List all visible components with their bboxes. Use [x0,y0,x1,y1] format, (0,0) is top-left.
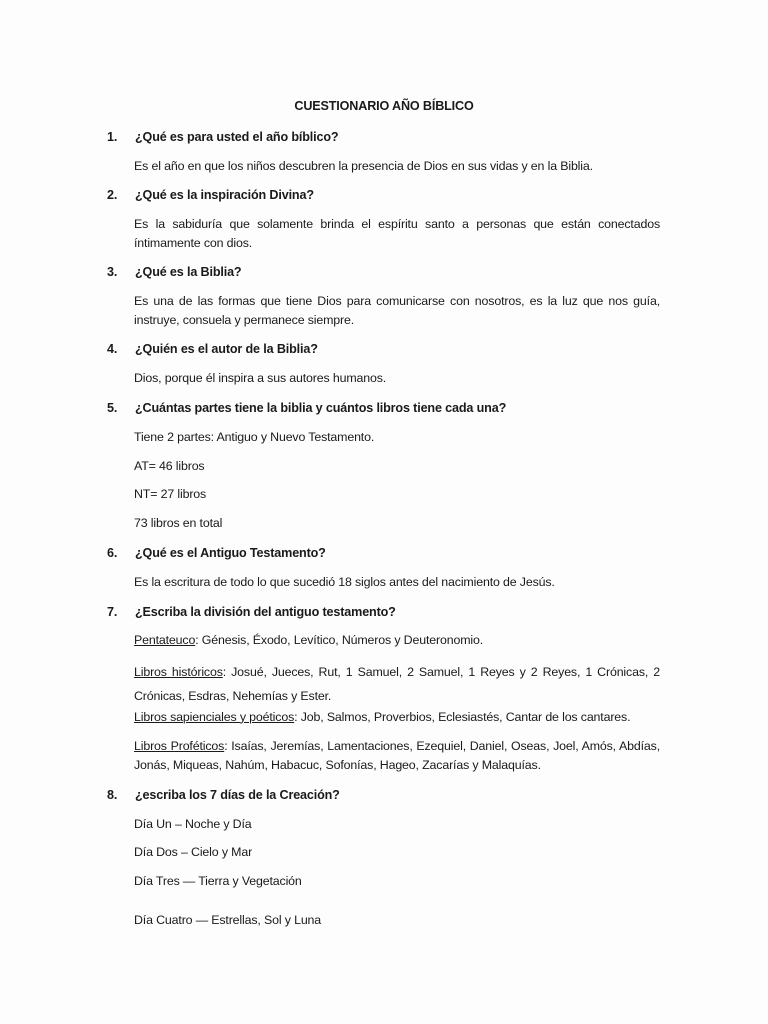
question-text: ¿Quién es el autor de la Biblia? [135,342,318,356]
question-1 [107,130,338,144]
question-text: ¿Qué es la Biblia? [135,265,242,279]
question-number: 5. [107,401,118,415]
division-text: : Isaías, Jeremías, Lamentaciones, Ezequiel, Daniel, Oseas, Joel, Amós, Abdías, Jonás, Miqueas, Nahúm, Habacuc, Sofonías, Hageo, Zacarías y Malaquías. [134,739,661,772]
question-number: 6. [107,546,118,560]
answer-2: Es la sabiduría que solamente brinda el espíritu santo a personas que están conectados íntimamente con dios. [134,217,660,250]
question-text: ¿Escriba la división del antiguo testamento? [135,605,396,619]
question-number: 3. [107,265,118,279]
division-historicos [134,660,660,708]
division-pentateuco [134,631,660,650]
division-text: : Job, Salmos, Proverbios, Eclesiastés, Cantar de los cantares. [294,710,631,724]
answer-5-line-3: NT= 27 libros [134,487,207,501]
creation-day-2: Día Dos – Cielo y Mar [134,845,253,859]
answer-5-line-4: 73 libros en total [134,516,223,530]
answer-3: Es una de las formas que tiene Dios para comunicarse con nosotros, es la luz que nos guía, instruye, consuela y permanece siempre. [134,294,660,327]
question-text: ¿Qué es la inspiración Divina? [135,188,314,202]
answer-1: Es el año en que los niños descubren la presencia de Dios en sus vidas y en la Biblia. [134,159,593,173]
document-title: CUESTIONARIO AÑO BÍBLICO [294,99,474,113]
creation-day-3: Día Tres — Tierra y Vegetación [134,874,302,888]
question-text: ¿Qué es para usted el año bíblico? [135,130,339,144]
question-number: 4. [107,342,118,356]
question-number: 2. [107,188,118,202]
question-number: 7. [107,605,118,619]
question-number: 8. [107,788,118,802]
question-text: ¿Cuántas partes tiene la biblia y cuántos libros tiene cada una? [135,401,507,415]
answer-6: Es la escritura de todo lo que sucedió 18 siglos antes del nacimiento de Jesús. [134,575,555,589]
question-7 [107,605,396,619]
question-text: ¿Qué es el Antiguo Testamento? [135,546,326,560]
question-8 [107,788,340,802]
division-profeticos [134,737,660,775]
division-text: : Génesis, Éxodo, Levítico, Números y Deuteronomio. [195,633,483,647]
creation-day-4: Día Cuatro — Estrellas, Sol y Luna [134,913,322,927]
division-label: Libros históricos [134,665,223,679]
division-label: Pentateuco [134,633,196,647]
question-5 [107,401,506,415]
question-number: 1. [107,130,118,144]
division-label: Libros Proféticos [134,739,225,753]
answer-5-line-2: AT= 46 libros [134,459,205,473]
question-6 [107,546,326,560]
question-4 [107,342,318,356]
creation-day-1: Día Un – Noche y Día [134,817,252,831]
question-text: ¿escriba los 7 días de la Creación? [135,788,340,802]
answer-5-line-1: Tiene 2 partes: Antiguo y Nuevo Testamento. [134,430,375,444]
division-text: : Josué, Jueces, Rut, 1 Samuel, 2 Samuel, 1 Reyes y 2 Reyes, 1 Crónicas, 2 Crónicas, Esdras, Nehemías y Ester. [134,665,660,703]
question-2 [107,188,314,202]
division-label: Libros sapienciales y poéticos [134,710,295,724]
answer-4: Dios, porque él inspira a sus autores humanos. [134,371,387,385]
division-sapienciales [134,708,660,727]
question-3 [107,265,241,279]
